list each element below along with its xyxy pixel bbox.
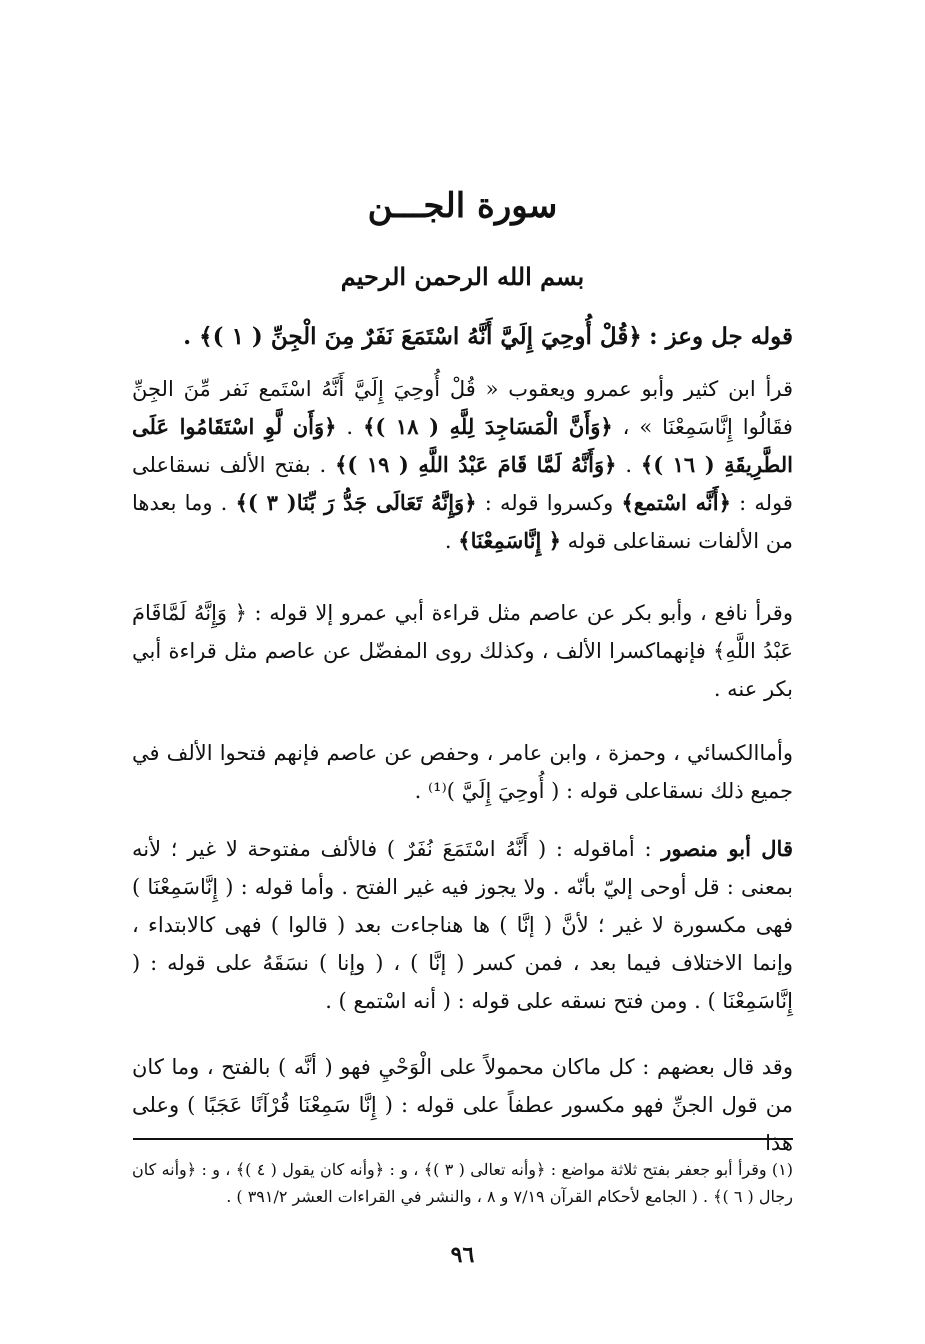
paragraph-readings-1: [132, 370, 793, 560]
p1-quote-2: ﴿وَأَن لَّوِ اسْتَقَامُوا عَلَى الطَّرِيقَةِ ( ١٦ )﴾: [132, 414, 793, 477]
intro-line: [132, 318, 793, 356]
p1-text-4: . بفتح الألف نسقاعلى قوله :: [132, 453, 793, 515]
p4-lead: قال أبو منصور: [661, 836, 793, 861]
basmala: بسم الله الرحمن الرحيم: [340, 262, 585, 291]
paragraph-readings-3: [132, 734, 793, 810]
p1-text-3: .: [625, 453, 633, 477]
p1-quote-3: ﴿وَأَنَّهُ لَمَّا قَامَ عَبْدُ اللَّهِ ( ١٩ )﴾: [335, 452, 617, 477]
footnote-divider: [133, 1138, 793, 1140]
p1-quote-1: ﴿وَأَنَّ الْمَسَاجِدَ لِلَّهِ ( ١٨ )﴾: [363, 414, 613, 439]
p1-quote-4: ﴿أَنَّه اسْتمع﴾: [621, 490, 731, 515]
p1-text-2: .: [346, 415, 354, 439]
p1-text-1: قرأ ابن كثير وأبو عمرو ويعقوب « قُلْ أُوحِيَ إِلَيَّ أَنَّهُ اسْتَمع نَفر مِّنَ الجِنِّ فقَالُوا إِنَّاسَمِعْنَا » ،: [132, 377, 793, 439]
footnote: (١) وقرأ أبو جعفر بفتح ثلاثة مواضع : ﴿وأنه تعالى ( ٣ )﴾ ، و : ﴿وأنه كان يقول ( ٤ )﴾ ، و : ﴿وأنه كان رجال ( ٦ )﴾ . ( الجامع لأحكام القرآن ٧/١٩ و ٨ ، والنشر في القراءات العشر ٣٩١/٢ ) .: [132, 1160, 794, 1206]
p5-text: وقد قال بعضهم : كل ماكان محمولاً على الْوَحْيِ فهو ( أنَّه ) بالفتح ، وما كان من قول الجنِّ فهو مكسور عطفاً على قوله : ( إِنَّا سَمِعْنَا قُرْآنًا عَجَبًا ) وعلى هذا: [132, 1055, 793, 1155]
page-number: ٩٦: [450, 1242, 475, 1268]
paragraph-abu-mansur: [132, 830, 793, 1020]
p1-text-6: . وما بعدها من الألفات نسقاعلى قوله: [132, 491, 793, 553]
intro-quran-quote: ﴿قُلْ أُوحِيَ إِلَيَّ أَنَّهُ اسْتَمَعَ نَفَرٌ مِنَ الْجِنِّ ( ١ )﴾ .: [183, 323, 642, 350]
paragraph-some-said: [132, 1048, 793, 1162]
p1-quote-6: ﴿ إِنَّاسَمِعْنَا﴾: [458, 528, 561, 553]
intro-prefix: قوله جل وعز :: [649, 323, 793, 350]
p1-text-7: .: [444, 529, 452, 553]
p1-text-5: وكسروا قوله :: [484, 491, 614, 515]
paragraph-readings-2: [132, 594, 793, 708]
p2-text: وقرأ نافع ، وأبو بكر عن عاصم مثل قراءة أبي عمرو إلا قوله : ﴿ وَإِنَّهُ لَمَّاقَامَ عَبْدُ اللَّهِ﴾ فإنهماكسرا الألف ، وكذلك روى المفضّل عن عاصم مثل قراءة أبي بكر عنه .: [132, 601, 793, 701]
surah-title: سورة الجـــن: [367, 186, 558, 226]
p4-text: : أماقوله : ( أَنَّهُ اسْتَمَعَ نُفَرٌ ) فالألف مفتوحة لا غير ؛ لأنه بمعنى : قل أوحى إليّ بأنّه . ولا يجوز فيه غير الفتح . وأما قوله : ( إِنَّاسَمِعْنَا ) فهى مكسورة لا غير ؛ لأنَّ ( إنَّا ) ها هناجاءت بعد ( قالوا ) فهى كالابتداء ، وإنما الاختلاف فيما بعد ، فمن كسر ( إنَّا ) ، ( وإنا ) نسَقَهُ على قوله : ( إِنَّاسَمِعْنَا ) . ومن فتح نسقه على قوله : ( أنه اسْتمع ) .: [132, 837, 793, 1013]
p1-quote-5: ﴿وَإِنَّهُ تَعَالَى جَدُّ رَ بِّنَا( ٣ )﴾: [235, 490, 477, 515]
p3-text: وأماالكسائي ، وحمزة ، وابن عامر ، وحفص عن عاصم فإنهم فتحوا الألف في جميع ذلك نسقاعلى قوله : ( أُوحِيَ إِلَيَّ )⁽¹⁾ .: [132, 741, 793, 803]
